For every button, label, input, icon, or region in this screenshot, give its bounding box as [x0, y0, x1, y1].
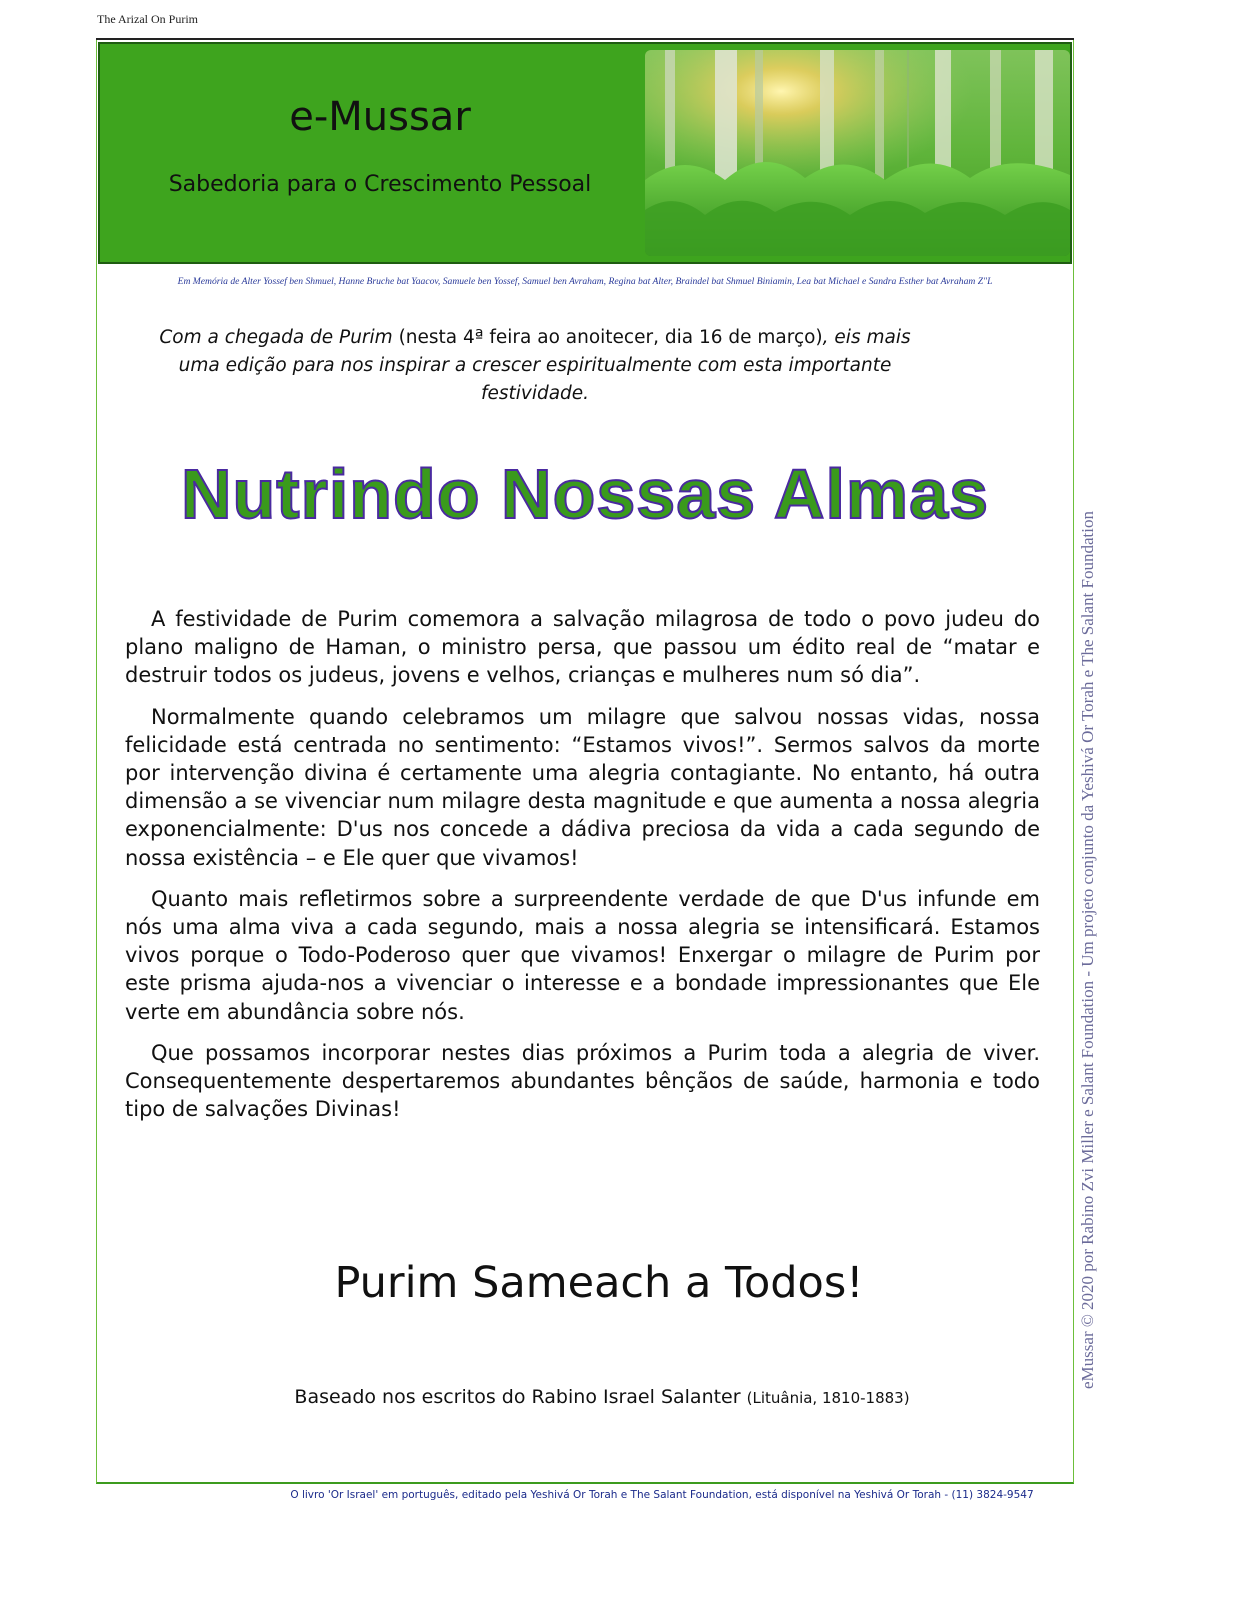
side-credit-text: eMussar © 2020 por Rabino Zvi Miller e Salant Foundation - Um projeto conjunto da Yeshivá Or Torah e The Salant Foundation: [1078, 511, 1097, 1389]
banner-subtitle: Sabedoria para o Crescimento Pessoal: [168, 172, 592, 197]
running-head: The Arizal On Purim: [97, 12, 198, 26]
article-body: [125, 605, 1040, 1136]
intro-part-1: Com a chegada de Purim: [159, 327, 393, 348]
source-dates: (Lituânia, 1810-1883): [746, 1389, 910, 1407]
banner-title: e-Mussar: [289, 94, 471, 140]
paragraph-3: Quanto mais refletirmos sobre a surpreendente verdade de que D'us infunde em nós uma alma viva a cada segundo, mais a nossa alegria se intensificará. Estamos vivos porque o Todo-Poderoso quer que vivamos! Enxergar o milagre de Purim por este prisma ajuda-nos a vivenciar o interesse e a bondade impressionantes que Ele verte em abundância sobre nós.: [125, 886, 1040, 1024]
top-rule: [96, 38, 1074, 40]
paragraph-4: Que possamos incorporar nestes dias próximos a Purim toda a alegria de viver. Consequentemente despertaremos abundantes bênçãos de saúde, harmonia e todo tipo de salvações Divinas!: [125, 1040, 1040, 1122]
intro-part-3: , eis mais uma edição para nos inspirar a crescer espiritualmente com esta importante festividade.: [178, 327, 911, 404]
side-credit: [1073, 440, 1103, 1460]
forest-image: [645, 50, 1070, 256]
intro-text: [145, 324, 925, 408]
source-attribution: [96, 1386, 1108, 1408]
banner: [98, 42, 1072, 264]
intro-part-2: (nesta 4ª feira ao anoitecer, dia 16 de março): [392, 327, 823, 348]
source-main: Baseado nos escritos do Rabino Israel Salanter: [294, 1386, 747, 1408]
footer-note: O livro 'Or Israel' em português, editado pela Yeshivá Or Torah e The Salant Foundation, está disponível na Yeshivá Or Torah - (11) 3824-9547: [290, 1489, 1034, 1501]
closing-greeting: Purim Sameach a Todos!: [334, 1258, 864, 1308]
headline: Nutrindo Nossas Almas: [180, 455, 990, 533]
paragraph-2: Normalmente quando celebramos um milagre que salvou nossas vidas, nossa felicidade está centrada no sentimento: “Estamos vivos!”. Sermos salvos da morte por intervenção divina é certamente uma alegria contagiante. No entanto, há outra dimensão a se vivenciar num milagre desta magnitude e que aumenta a nossa alegria exponencialmente: D'us nos concede a dádiva preciosa da vida a cada segundo de nossa existência – e Ele quer que vivamos!: [125, 704, 1040, 870]
memorial-dedication: Em Memória de Alter Yossef ben Shmuel, Hanne Bruche bat Yaacov, Samuele ben Yossef, Samuel ben Avraham, Regina bat Alter, Braindel bat Shmuel Biniamin, Lea bat Michael e Sandra Esther bat Avraham Z"L: [177, 276, 993, 287]
paragraph-1: A festividade de Purim comemora a salvação milagrosa de todo o povo judeu do plano maligno de Haman, o ministro persa, que passou um édito real de “matar e destruir todos os judeus, jovens e velhos, crianças e mulheres num só dia”.: [125, 607, 1040, 688]
